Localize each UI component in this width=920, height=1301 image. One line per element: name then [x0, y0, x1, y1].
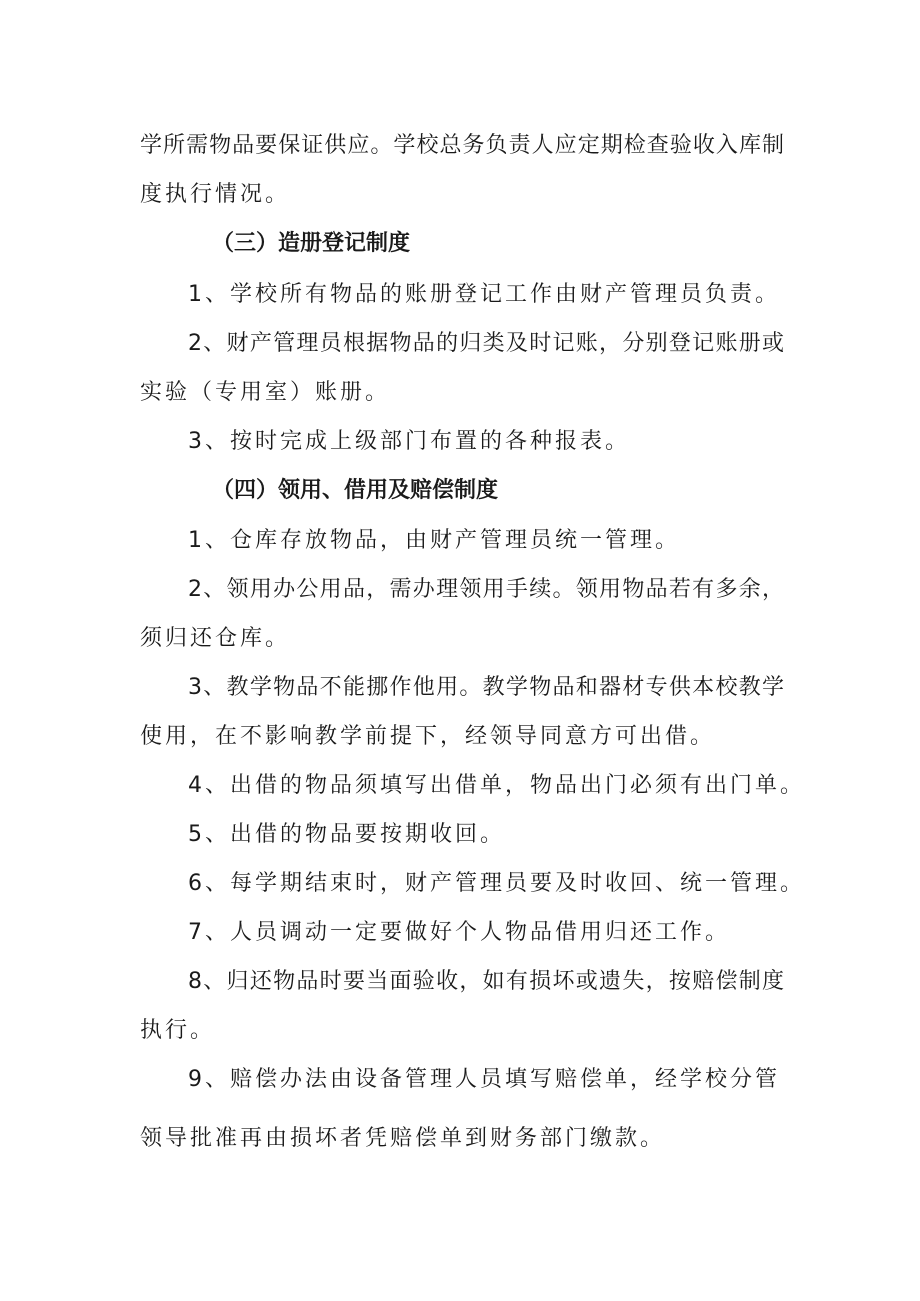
- list-item: 3、教学物品不能挪作他用。教学物品和器材专供本校教学: [188, 675, 784, 700]
- section-heading-3: （三）造册登记制度: [212, 231, 411, 256]
- paragraph-line: 学所需物品要保证供应。学校总务负责人应定期检查验收入库制: [140, 133, 784, 158]
- list-item: 8、归还物品时要当面验收，如有损坏或遗失，按赔偿制度: [188, 969, 784, 994]
- paragraph-line: 使用，在不影响教学前提下，经领导同意方可出借。: [140, 724, 716, 749]
- paragraph-line: 度执行情况。: [140, 182, 291, 207]
- list-item: 2、财产管理员根据物品的归类及时记账，分别登记账册或: [188, 331, 784, 356]
- paragraph-line: 须归还仓库。: [140, 626, 291, 651]
- list-item: 3、按时完成上级部门布置的各种报表。: [188, 429, 630, 454]
- list-item: 4、出借的物品须填写出借单，物品出门必须有出门单。: [188, 773, 805, 798]
- list-item: 1、学校所有物品的账册登记工作由财产管理员负责。: [188, 282, 780, 307]
- list-item: 7、人员调动一定要做好个人物品借用归还工作。: [188, 920, 730, 945]
- section-heading-4: （四）领用、借用及赔偿制度: [212, 478, 499, 503]
- paragraph-line: 实验（专用室）账册。: [140, 380, 391, 405]
- list-item: 1、仓库存放物品，由财产管理员统一管理。: [188, 528, 680, 553]
- paragraph-line: 领导批准再由损坏者凭赔偿单到财务部门缴款。: [140, 1126, 666, 1151]
- list-item: 5、出借的物品要按期收回。: [188, 822, 505, 847]
- list-item: 9、赔偿办法由设备管理人员填写赔偿单，经学校分管: [188, 1067, 780, 1092]
- list-item: 2、领用办公用品，需办理领用手续。领用物品若有多余，: [188, 577, 784, 602]
- list-item: 6、每学期结束时，财产管理员要及时收回、统一管理。: [188, 871, 805, 896]
- paragraph-line: 执行。: [140, 1018, 216, 1043]
